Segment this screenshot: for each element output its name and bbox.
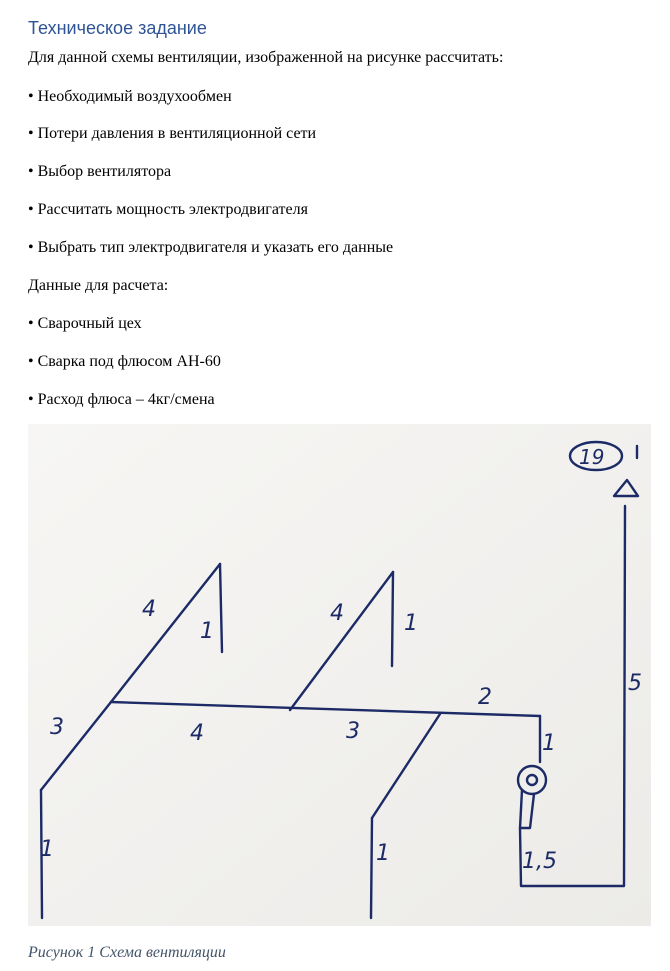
label-branch2-diagonal: 4 [330, 601, 344, 626]
task-item: • Выбрать тип электродвигателя и указать его данные [28, 239, 394, 256]
data-item: • Сварочный цех [28, 315, 142, 332]
variant-number: 19 [579, 445, 605, 469]
label-fan-drop: 1 [542, 731, 556, 756]
data-item: • Сварка под флюсом АН-60 [28, 353, 221, 370]
label-main-seg3: 2 [478, 685, 492, 710]
center-drop-line [371, 818, 372, 918]
intro-text: Для данной схемы вентиляции, изображенной на рисунке рассчитать: [28, 49, 504, 66]
task-item: • Рассчитать мощность электродвигателя [28, 201, 308, 218]
branch2-vertical-line [392, 572, 393, 666]
paper-background [28, 424, 651, 926]
label-right-riser: 5 [628, 671, 642, 696]
label-main-seg1: 4 [190, 721, 204, 746]
document-title: Техническое задание [28, 18, 207, 38]
label-left-diagonal: 3 [50, 715, 64, 740]
label-branch1-vertical: 1 [200, 619, 214, 644]
task-item: • Необходимый воздухообмен [28, 88, 232, 105]
data-item: • Расход флюса – 4кг/смена [28, 391, 215, 408]
label-branch2-vertical: 1 [404, 611, 418, 636]
label-fan-outlet: 1,5 [522, 849, 557, 874]
ventilation-sketch-photo [28, 424, 651, 926]
ventilation-sketch [28, 424, 651, 926]
label-center-drop: 1 [376, 841, 390, 866]
task-item: • Потери давления в вентиляционной сети [28, 125, 317, 142]
label-main-seg2: 3 [346, 719, 360, 744]
label-branch1-diagonal: 4 [142, 597, 156, 622]
task-item: • Выбор вентилятора [28, 163, 172, 180]
label-left-drop: 1 [40, 837, 54, 862]
data-heading: Данные для расчета: [28, 277, 169, 294]
figure-caption: Рисунок 1 Схема вентиляции [28, 944, 226, 961]
